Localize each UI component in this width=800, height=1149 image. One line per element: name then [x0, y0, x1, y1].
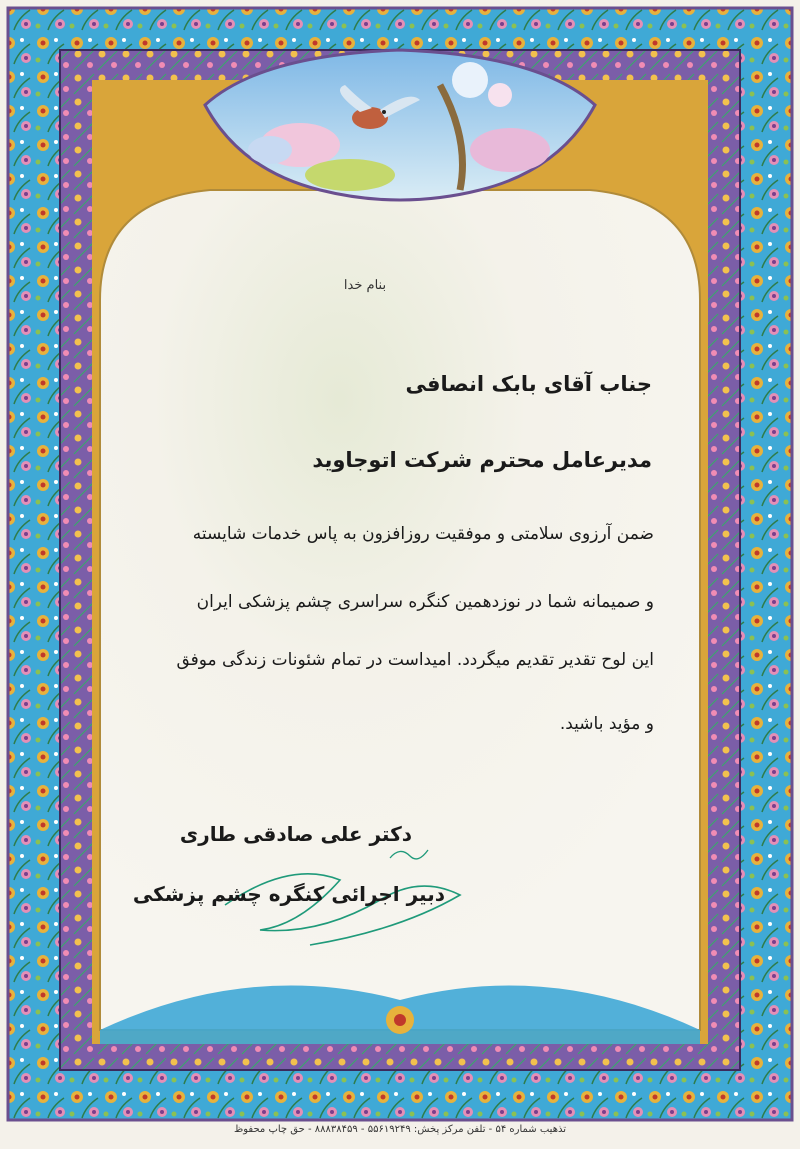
- recipient-position: مدیرعامل محترم شرکت اتوجاوید: [312, 448, 652, 472]
- recipient-name: جناب آقای بابک انصافی: [405, 372, 652, 396]
- body-line: و مؤید باشید.: [559, 714, 654, 734]
- invocation-text: بنام خدا: [343, 278, 387, 293]
- signer-name: دکتر علی صادقی طاری: [179, 822, 412, 846]
- print-footer: تذهیب شماره ۵۴ - تلفن مرکز پخش: ۵۵۶۱۹۲۴۹ - ۸۸۸۳۸۴۵۹ - حق چاپ محفوظ: [234, 1124, 566, 1135]
- body-line: این لوح تقدیر تقدیم میگردد. امیداست در تمام شئونات زندگی موفق: [176, 650, 654, 670]
- signer-title: دبیر اجرائی کنگره چشم پزشکی: [132, 882, 445, 906]
- body-line: ضمن آرزوی سلامتی و موفقیت روزافزون به پاس خدمات شایسته: [192, 524, 654, 544]
- body-line: و صمیمانه شما در نوزدهمین کنگره سراسری چشم پزشکی ایران: [196, 592, 654, 612]
